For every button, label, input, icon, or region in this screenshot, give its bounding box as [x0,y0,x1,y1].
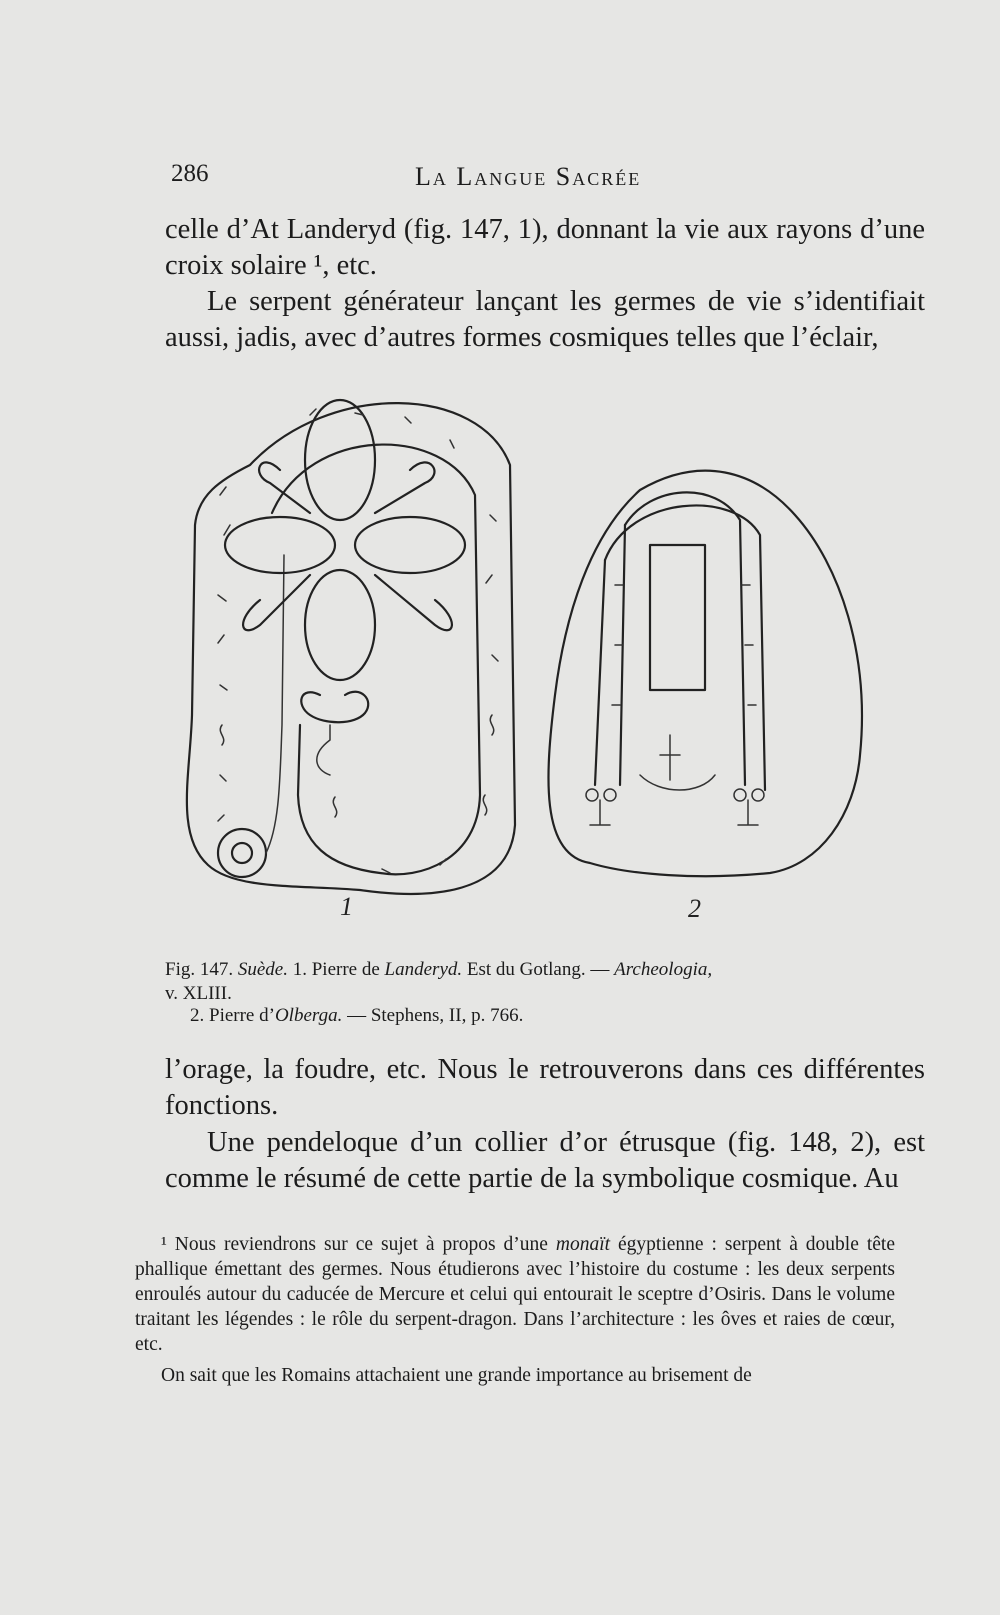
caption-stone-1-location: Est du Gotlang. — [466,959,610,980]
caption-stone-2-name: Olberga. [274,1005,343,1026]
paragraph-1b-text: Le serpent générateur lançant les germes de vie s’identifiait aussi, jadis, avec d’autres formes cosmiques telles que l’éclair, [165,286,925,353]
caption-stone-1-name: Landeryd. [384,959,463,980]
figure-caption-line2 [190,1004,930,1028]
paragraph-1 [165,212,925,356]
caption-volume: v. XLIII. [165,983,232,1004]
paragraph-3: Une pendeloque d’un collier d’or étrusque (fig. 148, 2), est comme le résumé de cette partie de la symbolique cosmique. Au [165,1127,925,1194]
figure-label-1: 1 [340,892,353,921]
figure-caption-line1 [165,958,905,1006]
footnote-1-term: monaït [555,1234,611,1255]
running-title: La Langue Sacrée [415,162,642,191]
page-header [165,160,920,200]
olberga-stone-drawing [548,471,861,877]
footnote-continuation: On sait que les Romains attachaient une grande importance au brisement de [161,1365,752,1386]
footnote-1 [135,1232,895,1357]
paragraph-1-text: celle d’At Landeryd (fig. 147, 1), donnant la vie aux rayons d’une croix solaire ¹, etc. [165,214,925,281]
landeryd-stone-drawing [187,400,515,894]
footnotes [135,1232,895,1388]
footnote-1-text-b: égyptienne : serpent à double tête phallique émettant des germes. Nous étudierons avec l’histoire du costume : les deux serpents enroulés autour du caducée de Mercure et celui qui entourait le sceptre d’Osiris. Dans le volume traitant les légendes : le rôle du serpent-dragon. Dans l’architecture : les ôves et raies de cœur, etc. [135,1234,895,1355]
caption-fig-number: Fig. 147. [165,959,234,980]
caption-stone-2-prefix: 2. Pierre d’ [190,1005,275,1026]
caption-country: Suède. [237,959,288,980]
figure-147 [180,395,900,950]
caption-source-1: Archeologia, [614,959,713,980]
paragraph-2: l’orage, la foudre, etc. Nous le retrouverons dans ces différentes fonctions. [165,1054,925,1121]
rune-stones-illustration [180,395,900,950]
footnote-1-text-a: ¹ Nous reviendrons sur ce sujet à propos d’une [161,1234,548,1255]
caption-source-2: — Stephens, II, p. 766. [347,1005,524,1026]
figure-label-2: 2 [688,894,701,923]
page-number: 286 [171,160,209,187]
caption-stone-1-prefix: 1. Pierre de [292,959,380,980]
